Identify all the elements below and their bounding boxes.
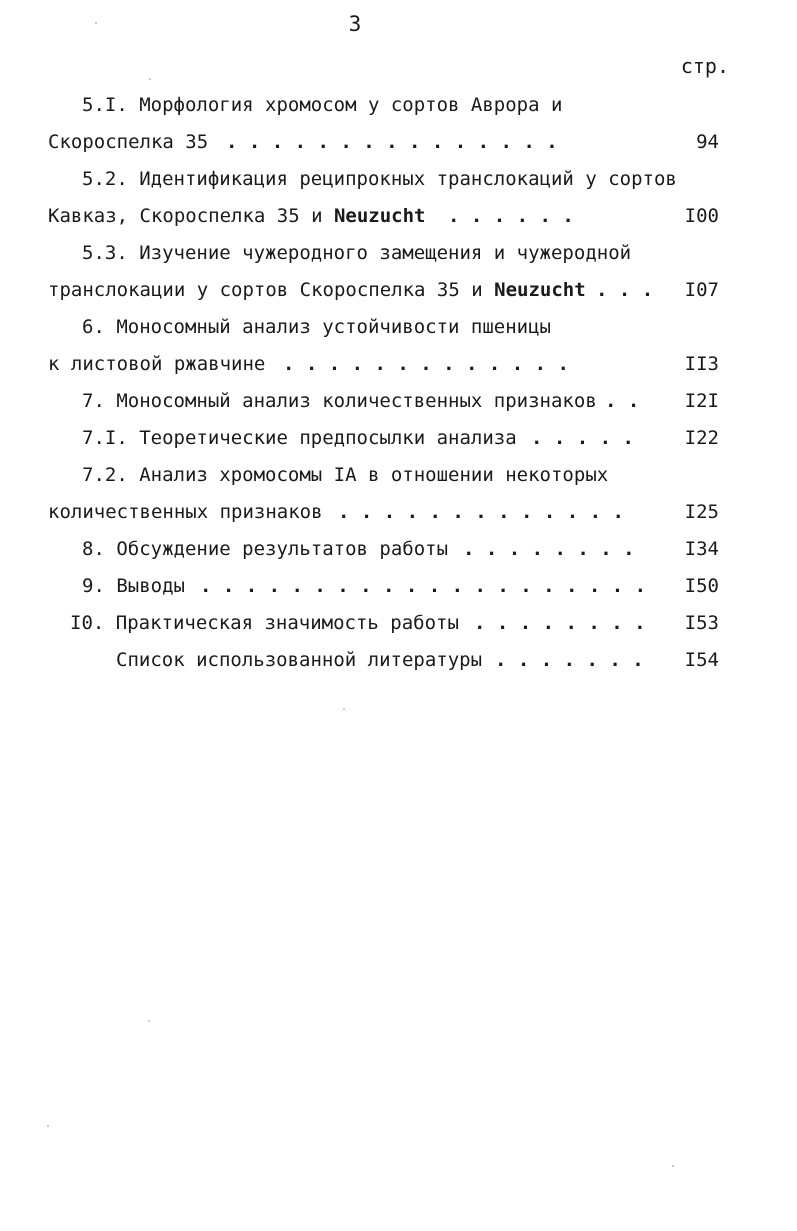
- scan-speck: [148, 1020, 150, 1022]
- toc-page-number: I34: [684, 538, 719, 560]
- toc-entry-text: 6. Моносомный анализ устойчивости пшеницы: [82, 316, 551, 338]
- toc-leader-dots: . . .: [596, 279, 654, 301]
- toc-leader-dots: . . . . . . . . . . . . . . . . . . . .: [200, 575, 647, 597]
- toc-entry-text-container: [48, 279, 586, 301]
- toc-entry-text: 9. Выводы: [82, 575, 185, 597]
- toc-entry-latin-term: Neuzucht: [333, 205, 426, 227]
- toc-entry-text: 5.I. Морфология хромосом у сортов Аврора и: [82, 94, 563, 116]
- table-of-contents: [0, 88, 797, 680]
- toc-entry-text: 5.3. Изучение чужеродного замещения и чужеродной: [82, 242, 632, 264]
- toc-leader-dots: . . . . .: [531, 427, 634, 449]
- scan-speck: [47, 1125, 49, 1127]
- toc-line: [0, 310, 797, 347]
- toc-entry-latin-term: Neuzucht: [494, 279, 586, 301]
- toc-entry-text: количественных признаков: [48, 501, 323, 523]
- toc-page-number: I22: [684, 427, 719, 449]
- toc-line: [0, 199, 797, 236]
- toc-entry-text: к листовой ржавчине: [48, 353, 266, 375]
- toc-line: [0, 606, 797, 643]
- scan-speck: [343, 708, 345, 710]
- toc-leader-dots: . . . . . . . .: [474, 612, 646, 634]
- toc-page-number: I07: [684, 279, 719, 301]
- toc-page-number: I25: [684, 501, 719, 523]
- toc-entry-text: 5.2. Идентификация реципрокных транслокаций у сортов: [82, 168, 677, 190]
- toc-page-number: I50: [684, 575, 719, 597]
- page-column-label: стр.: [680, 54, 729, 78]
- toc-leader-dots: . . . . . . . . . . . . .: [338, 501, 624, 523]
- toc-leader-dots: . . . . . . . .: [463, 538, 635, 560]
- toc-page-number: I53: [684, 612, 719, 634]
- toc-line: [0, 273, 797, 310]
- toc-line: [0, 384, 797, 421]
- toc-entry-text-container: [48, 205, 426, 227]
- toc-leader-dots: . . . . . . . . . . . . .: [283, 353, 569, 375]
- toc-entry-text: 7.2. Анализ хромосомы IA в отношении некоторых: [82, 464, 609, 486]
- toc-page-number: II3: [684, 353, 719, 375]
- toc-entry-text: Кавказ, Скороспелка 35 и: [48, 205, 334, 227]
- toc-page-number: I00: [684, 205, 719, 227]
- toc-entry-text: транслокации у сортов Скороспелка 35 и: [48, 279, 495, 301]
- toc-leader-dots: . . . . . .: [448, 205, 574, 227]
- toc-page-number: 94: [696, 131, 719, 153]
- page-number: 3: [348, 12, 362, 36]
- toc-entry-text: Список использованной литературы: [116, 649, 483, 671]
- scan-speck: [149, 78, 151, 80]
- toc-line: [0, 458, 797, 495]
- toc-line: [0, 495, 797, 532]
- toc-line: [0, 421, 797, 458]
- toc-entry-text: 7. Моносомный анализ количественных признаков: [82, 390, 597, 412]
- toc-line: [0, 532, 797, 569]
- toc-entry-text: Скороспелка 35: [48, 131, 209, 153]
- toc-leader-dots: . . . . . . . . . . . . . . .: [226, 131, 558, 153]
- toc-line: [0, 125, 797, 162]
- toc-entry-text: I0. Практическая значимость работы: [70, 612, 459, 634]
- toc-line: [0, 569, 797, 606]
- scan-speck: [672, 1165, 674, 1167]
- toc-entry-text: 8. Обсуждение результатов работы: [82, 538, 449, 560]
- scan-speck: [95, 22, 97, 24]
- toc-leader-dots: . .: [605, 390, 640, 412]
- toc-line: [0, 643, 797, 680]
- toc-page-number: I2I: [684, 390, 719, 412]
- toc-line: [0, 162, 797, 199]
- toc-page-number: I54: [684, 649, 719, 671]
- toc-leader-dots: . . . . . . .: [495, 649, 644, 671]
- toc-line: [0, 347, 797, 384]
- toc-line: [0, 236, 797, 273]
- toc-entry-text: 7.I. Теоретические предпосылки анализа: [82, 427, 517, 449]
- toc-line: [0, 88, 797, 125]
